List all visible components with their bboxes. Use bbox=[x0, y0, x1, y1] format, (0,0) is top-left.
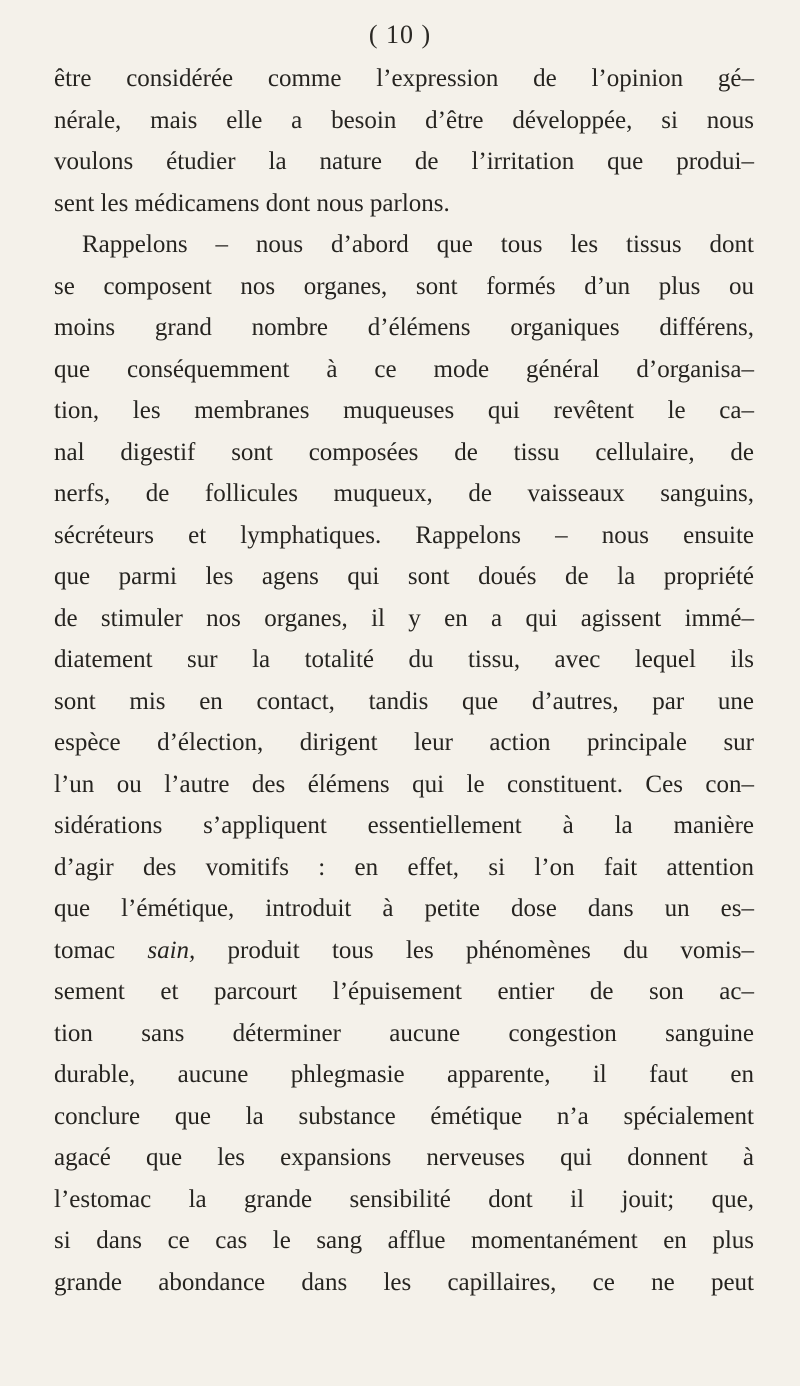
text-line: voulons étudier la nature de l’irritation que produi– bbox=[54, 148, 754, 175]
text-line: conclure que la substance émétique n’a spécialement bbox=[54, 1102, 754, 1130]
text-segment: tomac bbox=[54, 936, 148, 964]
body-text bbox=[54, 58, 754, 1303]
text-line: Rappelons – nous d’abord que tous les tissus dont bbox=[82, 231, 754, 258]
text-line: si dans ce cas le sang afflue momentanément en plus bbox=[54, 1227, 754, 1254]
text-line: de stimuler nos organes, il y en a qui agissent immé– bbox=[54, 604, 754, 632]
text-line: sent les médicamens dont nous parlons. bbox=[54, 189, 450, 217]
text-segment: produit tous les phénomènes du vomis– bbox=[195, 936, 755, 964]
text-line: tion sans déterminer aucune congestion sanguine bbox=[54, 1019, 754, 1047]
text-line: se composent nos organes, sont formés d’un plus ou bbox=[54, 272, 754, 300]
page-number: ( 10 ) bbox=[368, 20, 432, 49]
text-line: l’un ou l’autre des élémens qui le constituent. Ces con– bbox=[54, 770, 754, 798]
text-line: grande abondance dans les capillaires, ce ne peut bbox=[54, 1268, 754, 1296]
text-line: sidérations s’appliquent essentiellement à la manière bbox=[54, 812, 754, 839]
text-line: nal digestif sont composées de tissu cellulaire, de bbox=[54, 438, 754, 466]
text-line: nérale, mais elle a besoin d’être développée, si nous bbox=[54, 106, 754, 134]
text-line: que parmi les agens qui sont doués de la propriété bbox=[54, 563, 754, 590]
emphasized-word: sain, bbox=[147, 936, 196, 964]
text-line: tion, les membranes muqueuses qui revêtent le ca– bbox=[54, 397, 754, 424]
text-line: sécréteurs et lymphatiques. Rappelons – nous ensuite bbox=[54, 521, 754, 549]
text-line: que conséquemment à ce mode général d’organisa– bbox=[54, 355, 754, 383]
text-line: agacé que les expansions nerveuses qui donnent à bbox=[54, 1144, 754, 1171]
text-line: d’agir des vomitifs : en effet, si l’on fait attention bbox=[54, 853, 754, 881]
text-line: nerfs, de follicules muqueux, de vaisseaux sanguins, bbox=[54, 480, 754, 507]
text-line: être considérée comme l’expression de l’opinion gé– bbox=[54, 65, 754, 92]
text-line: durable, aucune phlegmasie apparente, il faut en bbox=[54, 1061, 754, 1088]
text-line: espèce d’élection, dirigent leur action principale sur bbox=[54, 729, 754, 756]
text-line: sement et parcourt l’épuisement entier de son ac– bbox=[54, 978, 754, 1005]
text-line: diatement sur la totalité du tissu, avec lequel ils bbox=[54, 646, 754, 673]
text-line-with-emphasis bbox=[54, 930, 754, 972]
text-line: sont mis en contact, tandis que d’autres, par une bbox=[54, 687, 754, 715]
text-line: que l’émétique, introduit à petite dose dans un es– bbox=[54, 895, 754, 922]
text-line: moins grand nombre d’élémens organiques différens, bbox=[54, 314, 754, 341]
text-line: l’estomac la grande sensibilité dont il jouit; que, bbox=[54, 1185, 754, 1213]
